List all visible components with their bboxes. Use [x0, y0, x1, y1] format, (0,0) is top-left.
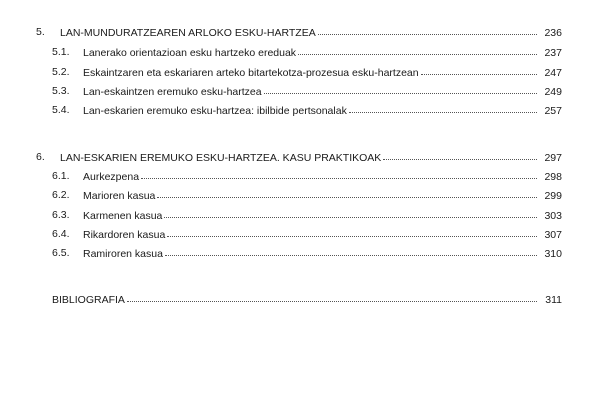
toc-section-5-4[interactable] — [52, 102, 562, 118]
page-number: 298 — [544, 171, 562, 183]
dot-leader — [127, 290, 537, 302]
section-title: Eskaintzaren eta eskariaren arteko bitartekotza-prozesua esku-hartzean — [83, 67, 419, 79]
chapter-number: 6. — [36, 151, 45, 163]
section-number: 5.1. — [52, 46, 70, 58]
page-number: 237 — [544, 47, 562, 59]
page-number: 307 — [544, 229, 562, 241]
section-title: Lanerako orientazioan esku hartzeko ereduak — [83, 47, 297, 59]
toc-chapter-5[interactable] — [36, 24, 562, 40]
section-number: 6.1. — [52, 170, 70, 182]
toc-chapter-6[interactable] — [36, 149, 562, 165]
dot-leader — [421, 63, 537, 75]
dot-leader — [383, 148, 537, 160]
dot-leader — [167, 225, 537, 237]
page-number: 247 — [544, 67, 562, 79]
dot-leader — [157, 186, 537, 198]
dot-leader — [141, 167, 537, 179]
toc-bibliography[interactable] — [52, 291, 562, 307]
toc-section-6-1[interactable] — [52, 168, 562, 184]
section-title: Karmenen kasua — [83, 210, 163, 222]
section-number: 6.2. — [52, 189, 70, 201]
section-title: Lan-eskaintzen eremuko esku-hartzea — [83, 86, 262, 98]
chapter-title: LAN-ESKARIEN EREMUKO ESKU-HARTZEA. KASU PRAKTIKOAK — [60, 152, 382, 164]
bibliography-title: BIBLIOGRAFIA — [52, 294, 125, 306]
dot-leader — [318, 23, 537, 35]
toc-section-6-5[interactable] — [52, 245, 562, 261]
section-number: 6.3. — [52, 209, 70, 221]
page-number: 303 — [544, 210, 562, 222]
page-number: 257 — [544, 105, 562, 117]
section-number: 6.5. — [52, 247, 70, 259]
dot-leader — [164, 206, 537, 218]
page-number: 299 — [544, 190, 562, 202]
page-number: 236 — [544, 27, 562, 39]
section-title: Ramiroren kasua — [83, 248, 163, 260]
section-title: Rikardoren kasua — [83, 229, 166, 241]
page-number: 297 — [544, 152, 562, 164]
section-title: Lan-eskarien eremuko esku-hartzea: ibilbide pertsonalak — [83, 105, 347, 117]
page-number: 249 — [544, 86, 562, 98]
toc-section-5-2[interactable] — [52, 64, 562, 80]
section-title: Aurkezpena — [83, 171, 140, 183]
toc-section-5-3[interactable] — [52, 83, 562, 99]
section-number: 5.2. — [52, 66, 70, 78]
dot-leader — [349, 101, 537, 113]
toc-section-6-2[interactable] — [52, 187, 562, 203]
chapter-number: 5. — [36, 26, 45, 38]
dot-leader — [165, 244, 537, 256]
section-number: 5.3. — [52, 85, 70, 97]
section-number: 5.4. — [52, 104, 70, 116]
dot-leader — [298, 43, 537, 55]
dot-leader — [264, 82, 537, 94]
page-number: 311 — [545, 294, 562, 306]
toc-section-6-4[interactable] — [52, 226, 562, 242]
chapter-title: LAN-MUNDURATZEAREN ARLOKO ESKU-HARTZEA — [60, 27, 316, 39]
toc-section-5-1[interactable] — [52, 44, 562, 60]
section-title: Marioren kasua — [83, 190, 156, 202]
section-number: 6.4. — [52, 228, 70, 240]
page-number: 310 — [544, 248, 562, 260]
toc-section-6-3[interactable] — [52, 207, 562, 223]
